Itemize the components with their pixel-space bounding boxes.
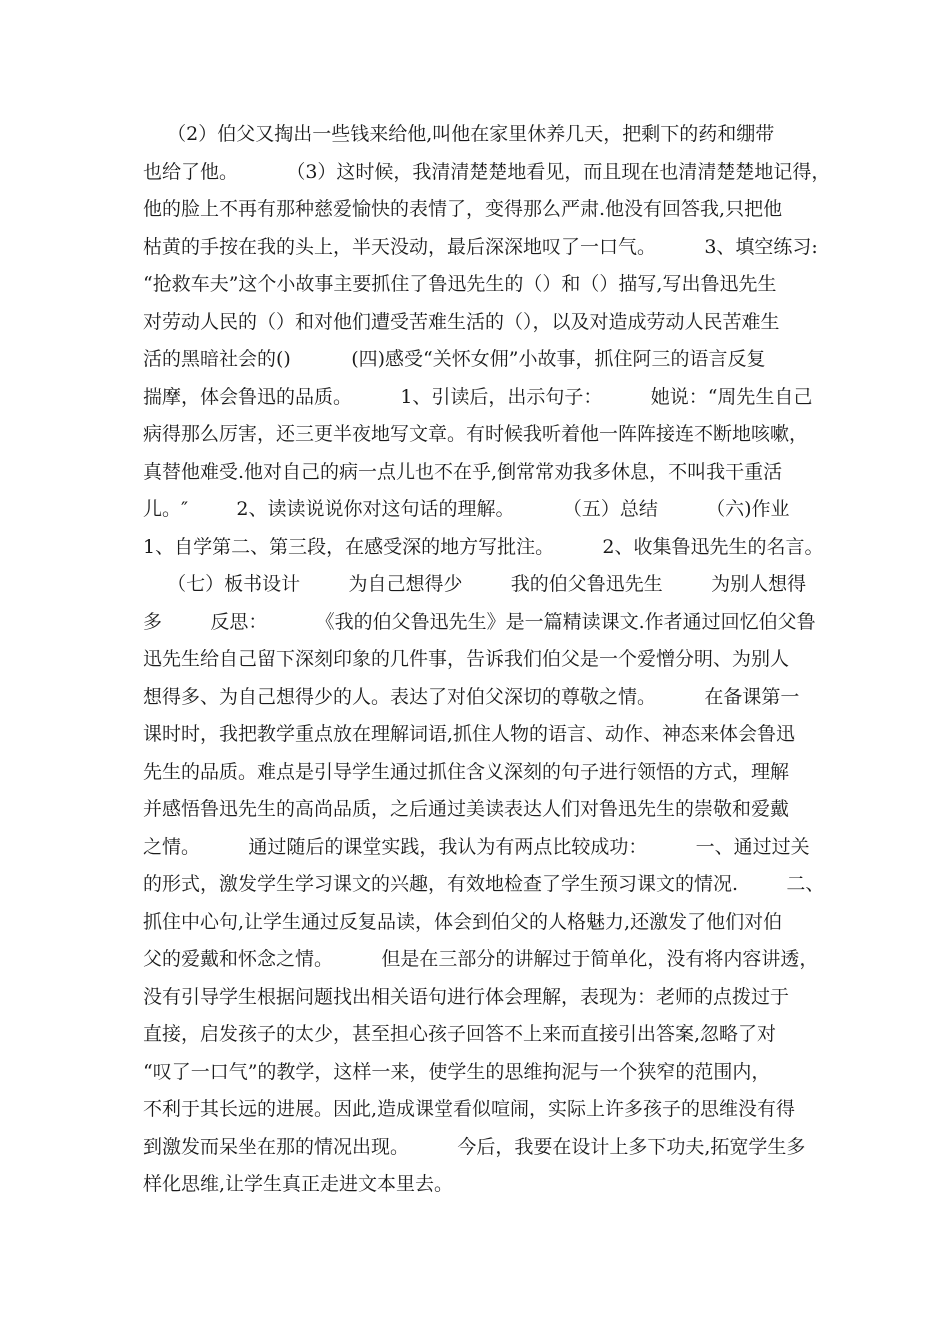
text-line: 没有引导学生根据问题找出相关语句进行体会理解，表现为：老师的点拨过于: [143, 985, 790, 1008]
text-line: 迅先生给自己留下深刻印象的几件事，告诉我们伯父是一个爱憎分明、为别人: [143, 648, 790, 670]
text-line: 对劳动人民的（）和对他们遭受苦难生活的（），以及对造成劳动人民苦难生: [143, 310, 780, 333]
text-line: 儿。″ 2、读读说说你对这句话的理解。 （五）总结 （六)作业: [143, 498, 790, 520]
text-line: “叹了一口气”的教学，这样一来，使学生的思维拘泥与一个狭窄的范围内，: [143, 1060, 771, 1083]
text-line: 父的爱戴和怀念之情。 但是在三部分的讲解过于简单化，没有将内容讲透，: [143, 948, 819, 970]
text-line: 真替他难受.他对自己的病一点儿也不在乎,倒常常劝我多休息，不叫我干重活: [143, 460, 783, 483]
text-line: 并感悟鲁迅先生的高尚品质，之后通过美读表达人们对鲁迅先生的崇敬和爱戴: [143, 798, 790, 820]
text-line: 枯黄的手按在我的头上，半天没动，最后深深地叹了一口气。 3、填空练习:: [143, 235, 818, 258]
text-line: 病得那么厉害，还三更半夜地写文章。有时候我听着他一阵阵接连不断地咳嗽，: [143, 423, 809, 445]
text-line: 活的黑暗社会的() (四)感受“关怀女佣”小故事，抓住阿三的语言反复: [143, 348, 766, 370]
document-body: [143, 116, 831, 1204]
text-line: “抢救车夫”这个小故事主要抓住了鲁迅先生的（）和（）描写,写出鲁迅先生: [143, 273, 777, 295]
text-line: 样化思维,让学生真正走进文本里去。: [143, 1173, 454, 1195]
text-line: 多 反思： 《我的伯父鲁迅先生》是一篇精读课文.作者通过回忆伯父鲁: [143, 610, 816, 633]
text-line: 揣摩，体会鲁迅的品质。 1、引读后，出示句子： 她说：“周先生自己: [143, 385, 813, 408]
text-line: （七）板书设计 为自己想得少 我的伯父鲁迅先生 为别人想得: [143, 573, 807, 595]
text-line: 想得多、为自己想得少的人。表达了对伯父深切的尊敬之情。 在备课第一: [143, 685, 800, 708]
text-line: （2）伯父又掏出一些钱来给他,叫他在家里休养几天，把剩下的药和绷带: [143, 123, 775, 145]
text-line: 也给了他。 （3）这时候，我清清楚楚地看见，而且现在也清清楚楚地记得，: [143, 160, 831, 183]
text-line: 直接，启发孩子的太少，甚至担心孩子回答不上来而直接引出答案,忽略了对: [143, 1023, 777, 1045]
text-line: 不利于其长远的进展。因此,造成课堂看似喧闹，实际上许多孩子的思维没有得: [143, 1098, 796, 1120]
text-line: 1、自学第二、第三段，在感受深的地方写批注。 2、收集鲁迅先生的名言。: [143, 535, 824, 558]
text-line: 到激发而呆坐在那的情况出现。 今后，我要在设计上多下功夫,拓宽学生多: [143, 1135, 806, 1158]
text-line: 他的脸上不再有那种慈爱愉快的表情了，变得那么严肃.他没有回答我,只把他: [143, 198, 783, 220]
text-line: 课时时，我把教学重点放在理解词语,抓住人物的语言、动作、神态来体会鲁迅: [143, 723, 796, 745]
text-line: 抓住中心句,让学生通过反复品读，体会到伯父的人格魅力,还激发了他们对伯: [143, 910, 783, 933]
text-line: 的形式，激发学生学习课文的兴趣，有效地检查了学生预习课文的情况. 二、: [143, 873, 825, 895]
text-line: 之情。 通过随后的课堂实践，我认为有两点比较成功： 一、通过过关: [143, 835, 810, 858]
text-line: 先生的品质。难点是引导学生通过抓住含义深刻的句子进行领悟的方式，理解: [143, 760, 790, 783]
